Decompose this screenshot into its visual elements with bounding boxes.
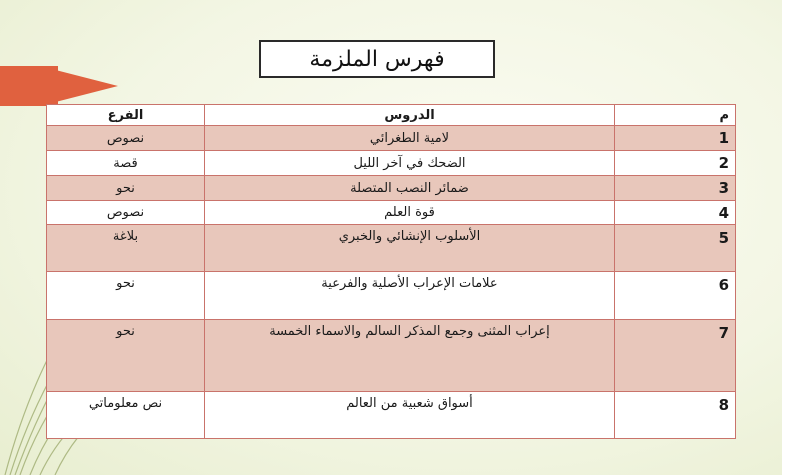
header-branch: الفرع — [47, 105, 205, 126]
header-lessons: الدروس — [205, 105, 615, 126]
row-branch: بلاغة — [47, 225, 205, 272]
row-lesson: أسواق شعبية من العالم — [205, 392, 615, 439]
table-header-row — [47, 105, 736, 126]
row-num: 2 — [615, 151, 736, 176]
header-num: م — [615, 105, 736, 126]
row-branch: نحو — [47, 272, 205, 320]
row-num: 6 — [615, 272, 736, 320]
table-row — [47, 201, 736, 225]
table-row — [47, 225, 736, 272]
row-branch: نص معلوماتي — [47, 392, 205, 439]
table-row — [47, 126, 736, 151]
row-branch: نحو — [47, 176, 205, 201]
page-title: فهرس الملزمة — [259, 40, 495, 78]
table-row — [47, 176, 736, 201]
row-lesson: الأسلوب الإنشائي والخبري — [205, 225, 615, 272]
row-branch: نصوص — [47, 201, 205, 225]
row-branch: نحو — [47, 320, 205, 392]
row-branch: نصوص — [47, 126, 205, 151]
row-lesson: قوة العلم — [205, 201, 615, 225]
row-lesson: علامات الإعراب الأصلية والفرعية — [205, 272, 615, 320]
row-lesson: لامية الطغرائي — [205, 126, 615, 151]
row-num: 5 — [615, 225, 736, 272]
row-num: 7 — [615, 320, 736, 392]
row-branch: قصة — [47, 151, 205, 176]
page-margin — [782, 0, 800, 475]
row-lesson: إعراب المثنى وجمع المذكر السالم والاسماء الخمسة — [205, 320, 615, 392]
row-num: 8 — [615, 392, 736, 439]
row-num: 3 — [615, 176, 736, 201]
row-num: 4 — [615, 201, 736, 225]
row-lesson: الضحك في آخر الليل — [205, 151, 615, 176]
accent-arrow-icon — [40, 66, 118, 106]
row-num: 1 — [615, 126, 736, 151]
table-row — [47, 320, 736, 392]
table-row — [47, 392, 736, 439]
row-lesson: ضمائر النصب المتصلة — [205, 176, 615, 201]
index-table — [46, 104, 736, 439]
table-row — [47, 272, 736, 320]
table-row — [47, 151, 736, 176]
